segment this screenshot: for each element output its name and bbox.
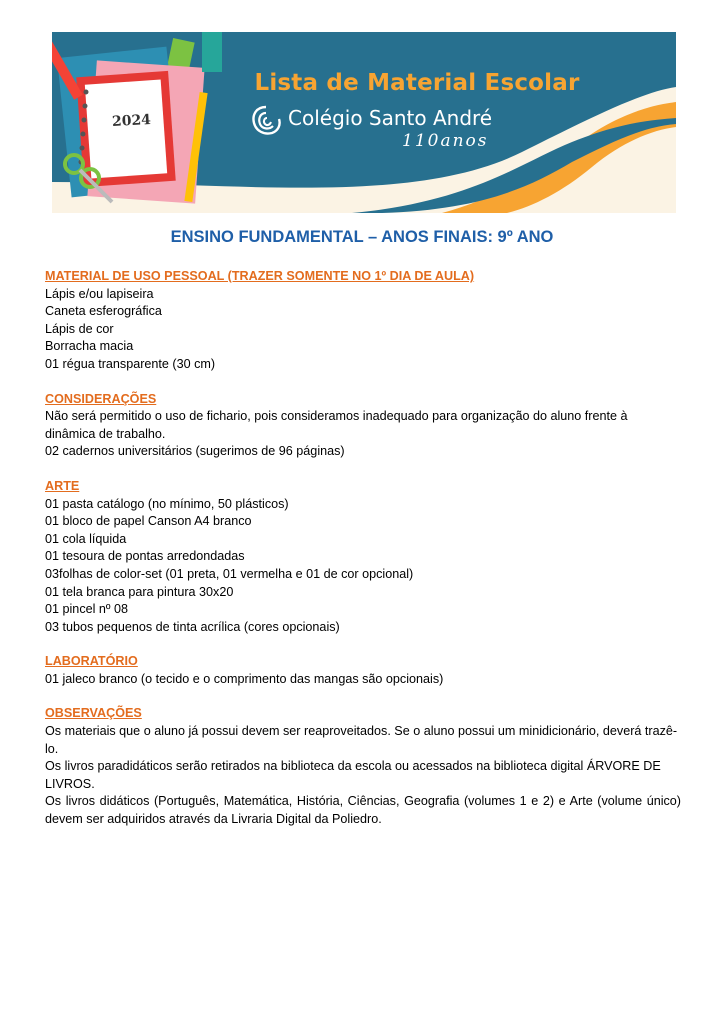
list-item: 02 cadernos universitários (sugerimos de 96 páginas) xyxy=(45,444,345,459)
list-item: Lápis e/ou lapiseira xyxy=(45,286,154,301)
page-heading: ENSINO FUNDAMENTAL – ANOS FINAIS: 9º ANO xyxy=(170,228,554,246)
banner-title: Lista de Material Escolar xyxy=(254,70,580,96)
list-item: Os livros didáticos (Português, Matemática, História, Ciências, Geografia (volumes 1 e 2) e Arte (volume único) devem ser adquiridos através da Livraria Digital da Poliedro. xyxy=(45,794,681,827)
list-item: 01 tesoura de pontas arredondadas xyxy=(45,549,245,564)
section-title-arte: ARTE xyxy=(45,478,80,493)
list-item: 01 régua transparente (30 cm) xyxy=(45,356,216,371)
list-item: 01 pasta catálogo (no mínimo, 50 plásticos) xyxy=(45,496,289,511)
spacer xyxy=(45,688,681,705)
list-item: Caneta esferográfica xyxy=(45,304,162,319)
anniversary-label: 110anos xyxy=(402,131,489,151)
spacer xyxy=(45,461,681,478)
list-item: Borracha macia xyxy=(45,339,134,354)
year-badge: 2024 xyxy=(111,111,152,131)
list-item: Não será permitido o uso de fichario, pois consideramos inadequado para organização do aluno frente à dinâmica de trabalho. xyxy=(45,409,628,441)
section-title-observacoes: OBSERVAÇÕES xyxy=(45,706,142,721)
list-item: 01 tela branca para pintura 30x20 xyxy=(45,584,234,599)
section-title-consideracoes: CONSIDERAÇÕES xyxy=(45,391,157,406)
list-item: 01 jaleco branco (o tecido e o comprimento das mangas são opcionais) xyxy=(45,671,444,686)
spacer xyxy=(45,636,681,653)
section-title-laboratorio: LABORATÓRIO xyxy=(45,654,138,669)
section-title-pessoal: MATERIAL DE USO PESSOAL (TRAZER SOMENTE NO 1º DIA DE AULA) xyxy=(45,269,475,283)
list-item: 03 tubos pequenos de tinta acrílica (cores opcionais) xyxy=(45,619,340,634)
school-logo-icon xyxy=(248,103,284,139)
material-list xyxy=(45,268,681,829)
list-item: 03folhas de color-set (01 preta, 01 vermelha e 01 de cor opcional) xyxy=(45,566,414,581)
school-name: Colégio Santo André xyxy=(288,106,493,130)
spacer xyxy=(45,374,681,391)
list-item: 01 pincel nº 08 xyxy=(45,602,129,617)
list-item: 01 bloco de papel Canson A4 branco xyxy=(45,514,252,529)
list-item: Os livros paradidáticos serão retirados na biblioteca da escola ou acessados na biblioteca digital ÁRVORE DE LIVROS. xyxy=(45,759,661,791)
list-item: Lápis de cor xyxy=(45,321,114,336)
list-item: 01 cola líquida xyxy=(45,531,127,546)
list-item: Os materiais que o aluno já possui devem ser reaproveitados. Se o aluno possui um minidicionário, deverá trazê-lo. xyxy=(45,724,678,756)
header-banner xyxy=(52,32,676,213)
